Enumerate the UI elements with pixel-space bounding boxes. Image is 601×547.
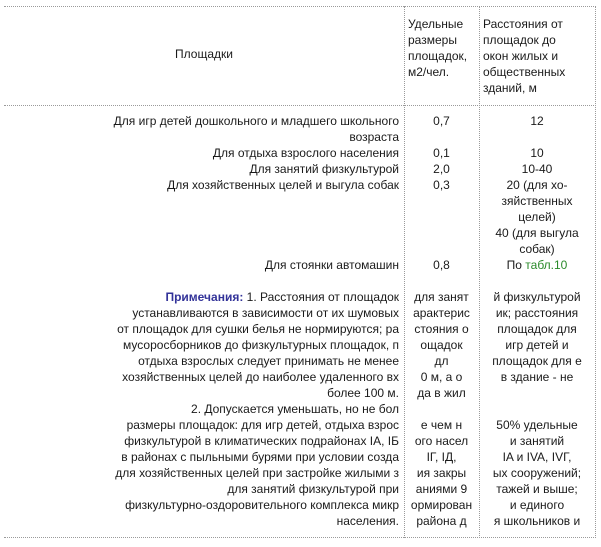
row-parking-name: Для стоянки автомашин (264, 258, 399, 272)
table-top-border (4, 6, 596, 7)
table-10-link[interactable]: табл.10 (525, 258, 568, 272)
notes-text: Примечания: 1. Расстояния от площадок устанавливаются в зависимости от их шумовых от площадок для сушки белья не нормируются; ра мусоросборников до физкультурных площадок, п отдыха взрослых следует принимать не менее хозяйственных целей до наиболее удаленного вх более 100 м. 2. Допускается уменьшать, но не бол размеры площадок: для игр детей, отдыха взрос физкультурой в климатических подрайонах IA, IБ в районах с пыльными бурями при условии созда для хозяйственных целей при застройке жилыми з для занятий физкультурой при физкультурно-оздоровительного комплекса микр населения. (115, 290, 399, 528)
row-adult-rest-size: 0,1 (433, 146, 450, 160)
notes-column-3-text: й физкультурой ик; расстояния площадок для игр детей и площадок для е в здание - не 50% удельные и занятий IA и IVA, IVГ, ых сооружений; тажей и выше; и единого я школьников и (492, 290, 582, 528)
table-bottom-border (4, 537, 596, 538)
row-adult-rest-name: Для отдыха взрослого населения (212, 146, 399, 160)
row-adult-rest-distance: 10 (530, 146, 544, 160)
row-children-playground-name: Для игр детей дошкольного и младшего школьного возраста (113, 114, 399, 144)
header-divider (4, 105, 596, 106)
row-children-playground-size: 0,7 (433, 114, 450, 128)
header-areas: Площадки (175, 47, 233, 61)
notes-column-2-text: для занят арактерис стояния о ощадок дл 0 м, а о да в жил е чем н ого насел IГ, IД, ия закры аниями 9 ормирован района д (410, 290, 473, 528)
row-household-size: 0,3 (433, 178, 450, 192)
header-specific-size: Удельные размеры площадок, м2/чел. (408, 17, 468, 79)
row-sports-name: Для занятий физкультурой (249, 162, 399, 176)
row-children-playground-distance: 12 (530, 114, 544, 128)
table-right-border (595, 6, 596, 538)
notes-title: Примечания: (165, 290, 244, 304)
row-parking-size: 0,8 (433, 258, 450, 272)
row-parking-distance: По табл.10 (506, 258, 568, 272)
row-sports-size: 2,0 (433, 162, 450, 176)
header-distance: Расстояния от площадок до окон жилых и общественных зданий, м (483, 17, 566, 95)
norms-table (4, 6, 596, 538)
row-household-name: Для хозяйственных целей и выгула собак (167, 178, 399, 192)
row-household-distance: 20 (для хо- зяйственных целей) 40 (для выгула собак) (495, 178, 579, 256)
row-sports-distance: 10-40 (521, 162, 553, 176)
